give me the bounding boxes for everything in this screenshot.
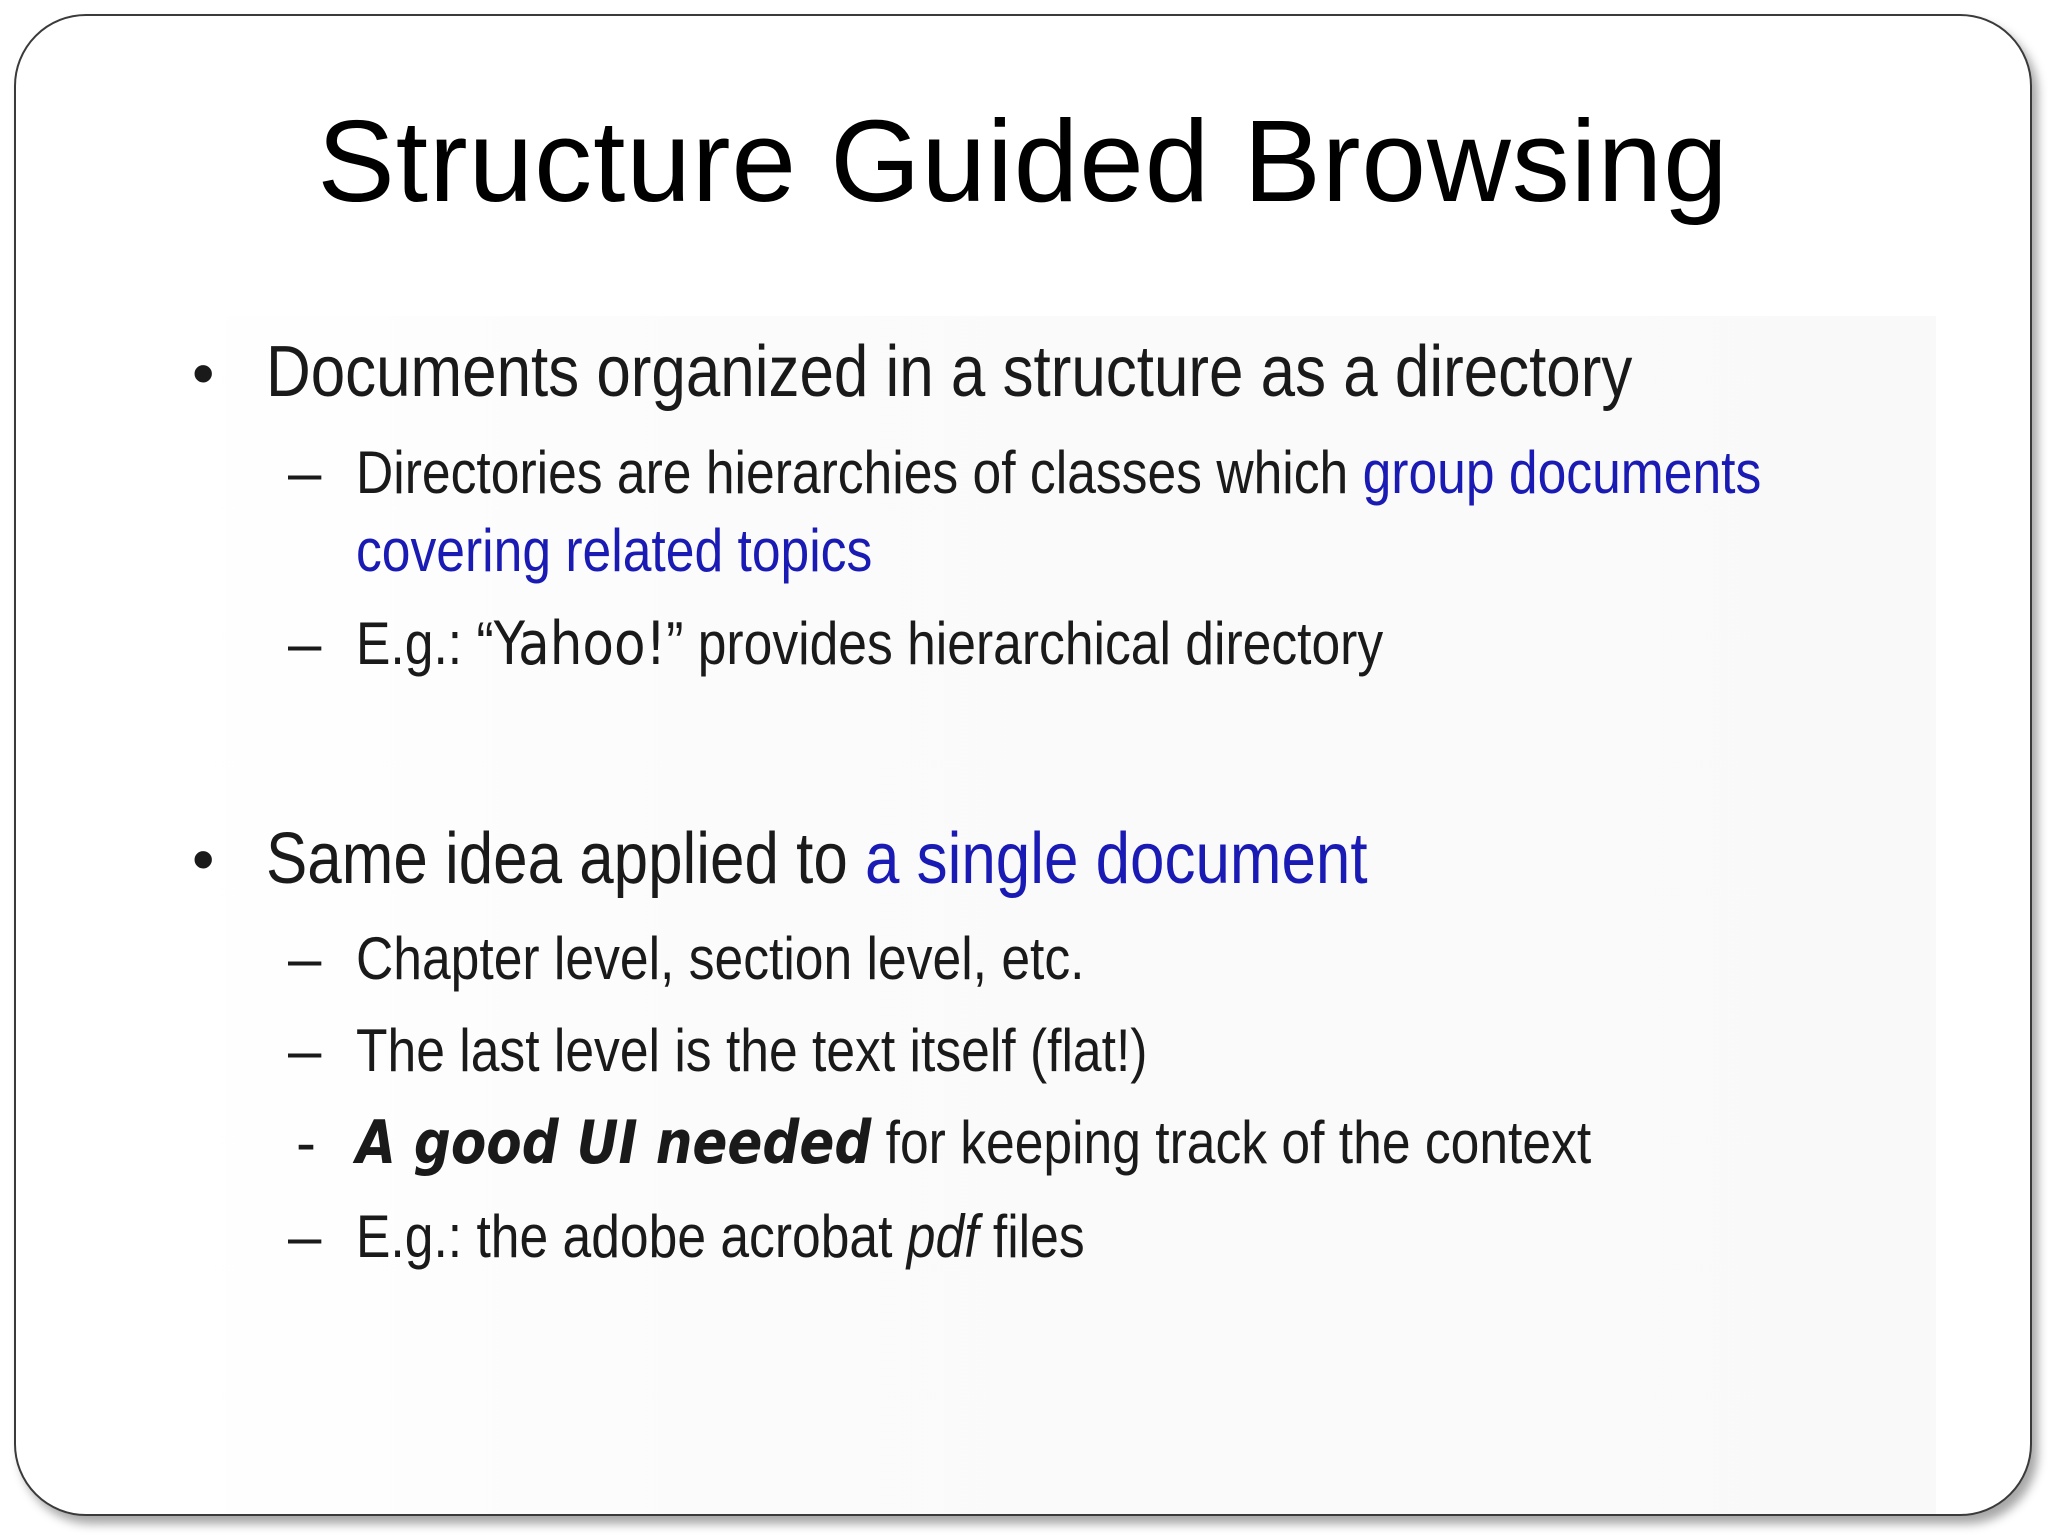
bullet-2-sub-1: Chapter level, section level, etc. — [356, 925, 1085, 992]
dash-marker: – — [288, 925, 322, 992]
bullet-1-sub-2 — [356, 609, 1383, 679]
bullet-2-lead: Same idea applied to — [266, 819, 865, 899]
hyphen-marker: - — [296, 1109, 316, 1176]
dash-marker: – — [288, 439, 322, 506]
slide-frame — [14, 14, 2032, 1516]
bullet-marker: • — [192, 337, 215, 409]
slide-title: Structure Guided Browsing — [317, 96, 1729, 226]
sub-3-rest: for keeping track of the context — [871, 1109, 1592, 1176]
bullet-2-sub-4 — [356, 1202, 1085, 1271]
bullet-2-sub-3 — [356, 1108, 1591, 1178]
bullet-2-highlight: a single document — [864, 819, 1368, 899]
bullet-1-sub-1-continued: covering related topics — [356, 517, 873, 584]
yahoo-brand: Yahoo! — [493, 609, 667, 679]
bullet-2-sub-2: The last level is the text itself (flat!) — [356, 1017, 1148, 1084]
sub-2-prefix: E.g.: “ — [356, 610, 494, 677]
sub-2-suffix: ” provides hierarchical directory — [666, 610, 1384, 677]
dash-marker: – — [288, 610, 322, 677]
emphasis-text: A good UI needed — [356, 1108, 872, 1178]
dash-marker: – — [288, 1203, 322, 1270]
dash-marker: – — [288, 1017, 322, 1084]
bullet-2-text — [266, 818, 1368, 900]
sub-1-highlight: group documents — [1362, 439, 1762, 506]
sub-4-before: E.g.: the adobe acrobat — [356, 1203, 907, 1270]
sub-4-after: files — [978, 1203, 1085, 1270]
bullet-marker: • — [192, 823, 215, 895]
bullet-list — [16, 16, 2030, 1514]
bullet-1-text: Documents organized in a structure as a directory — [266, 332, 1633, 412]
bullet-1-sub-1 — [356, 438, 1761, 507]
sub-1-text: Directories are hierarchies of classes which — [356, 439, 1363, 506]
pdf-italic: pdf — [906, 1203, 979, 1270]
